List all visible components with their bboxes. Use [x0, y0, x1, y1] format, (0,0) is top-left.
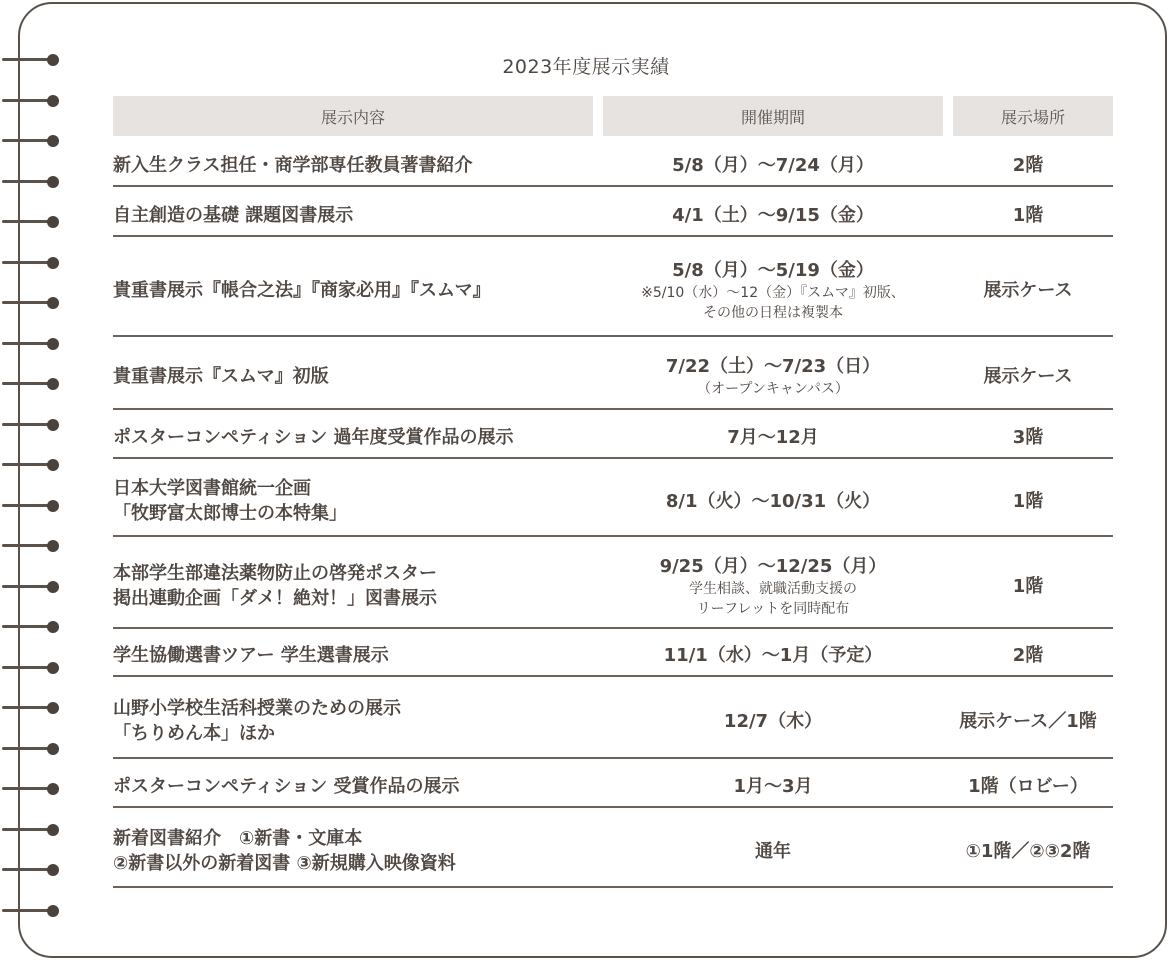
cell-period — [603, 195, 943, 235]
header-content: 展示内容 — [113, 96, 593, 136]
table-row — [113, 545, 1113, 627]
binding-ring — [2, 540, 60, 553]
cell-period — [603, 635, 943, 675]
cell-period — [603, 344, 943, 408]
table-row — [113, 344, 1113, 408]
period-text: 7月〜12月 — [727, 426, 819, 448]
place-text: 展示ケース — [983, 279, 1073, 301]
table-row — [113, 195, 1113, 235]
table-row — [113, 467, 1113, 535]
period-text: 1月〜3月 — [733, 775, 813, 797]
table-row — [113, 145, 1113, 185]
period-text: 5/8（月）〜7/24（月） — [672, 154, 874, 176]
place-text: 2階 — [1012, 644, 1044, 666]
period-text: 12/7（木） — [723, 710, 823, 732]
cell-period — [603, 245, 943, 335]
period-text: 4/1（土）〜9/15（金） — [672, 204, 874, 226]
content-line: 新着図書紹介 ①新書・文庫本 — [113, 828, 363, 849]
place-text: 2階 — [1012, 154, 1044, 176]
row-divider — [113, 457, 1113, 459]
binding-ring — [2, 621, 60, 634]
table-row — [113, 766, 1113, 806]
row-divider — [113, 235, 1113, 237]
content-line: 貴重書展示『帳合之法』『商家必用』『スムマ』 — [113, 279, 491, 301]
period-note: 学生相談、就職活動支援の — [689, 580, 857, 597]
binding-ring — [2, 783, 60, 796]
cell-place — [943, 545, 1113, 627]
cell-period — [603, 685, 943, 757]
row-divider — [113, 675, 1113, 677]
binding-ring — [2, 743, 60, 756]
table-row — [113, 245, 1113, 335]
cell-place — [943, 816, 1113, 886]
content-line: ②新書以外の新着図書 ③新規購入映像資料 — [113, 853, 456, 874]
binding-ring — [2, 135, 60, 148]
cell-period — [603, 417, 943, 457]
content-line: 自主創造の基礎 課題図書展示 — [113, 204, 354, 226]
header-place: 展示場所 — [953, 96, 1113, 136]
cell-period — [603, 467, 943, 535]
content-line: 新入生クラス担任・商学部専任教員著書紹介 — [113, 154, 473, 176]
period-text: 7/22（土）〜7/23（日） — [665, 355, 881, 377]
row-divider — [113, 886, 1113, 888]
period-text: 5/8（月）〜5/19（金） — [672, 259, 874, 281]
header-period: 開催期間 — [603, 96, 943, 136]
cell-place — [943, 766, 1113, 806]
binding-ring — [2, 95, 60, 108]
table-row — [113, 417, 1113, 457]
period-text: 11/1（水）〜1月（予定） — [663, 644, 883, 666]
binding-ring — [2, 702, 60, 715]
content-line: 本部学生部違法薬物防止の啓発ポスター — [113, 563, 437, 584]
period-note: その他の日程は複製本 — [703, 304, 843, 321]
content-line: ポスターコンペティション 過年度受賞作品の展示 — [113, 426, 514, 448]
binding-ring — [2, 459, 60, 472]
binding-ring — [2, 338, 60, 351]
cell-place — [943, 195, 1113, 235]
cell-content — [113, 195, 603, 235]
period-text: 8/1（火）〜10/31（火） — [665, 490, 881, 512]
period-note: （オープンキャンパス） — [697, 380, 849, 397]
binding-ring — [2, 257, 60, 270]
binding-ring — [2, 176, 60, 189]
cell-content — [113, 766, 603, 806]
cell-place — [943, 145, 1113, 185]
cell-place — [943, 685, 1113, 757]
place-text: 1階 — [1012, 490, 1044, 512]
cell-content — [113, 417, 603, 457]
cell-place — [943, 344, 1113, 408]
place-text: 1階 — [1012, 575, 1044, 597]
cell-place — [943, 635, 1113, 675]
cell-content — [113, 467, 603, 535]
period-note: リーフレットを同時配布 — [696, 600, 850, 617]
cell-content — [113, 545, 603, 627]
table-row — [113, 685, 1113, 757]
binding-ring — [2, 581, 60, 594]
place-text: 1階 — [1012, 204, 1044, 226]
cell-place — [943, 417, 1113, 457]
binding-ring — [2, 662, 60, 675]
place-text: 3階 — [1012, 426, 1044, 448]
period-text: 通年 — [755, 840, 791, 862]
cell-content — [113, 344, 603, 408]
content-line: 山野小学校生活科授業のための展示 — [113, 698, 401, 719]
cell-content — [113, 245, 603, 335]
cell-content — [113, 816, 603, 886]
binding-ring — [2, 864, 60, 877]
place-text: 1階（ロビー） — [968, 775, 1088, 797]
content-line: ポスターコンペティション 受賞作品の展示 — [113, 775, 460, 797]
binding-ring — [2, 378, 60, 391]
cell-content — [113, 685, 603, 757]
cell-period — [603, 816, 943, 886]
binding-ring — [2, 905, 60, 918]
period-text: 9/25（月）〜12/25（月） — [659, 555, 887, 577]
row-divider — [113, 806, 1113, 808]
cell-period — [603, 545, 943, 627]
binding-ring — [2, 419, 60, 432]
cell-place — [943, 245, 1113, 335]
content-line: 学生協働選書ツアー 学生選書展示 — [113, 644, 389, 666]
page-title: 2023年度展示実績 — [502, 56, 670, 78]
binding-ring — [2, 297, 60, 310]
cell-period — [603, 766, 943, 806]
place-text: 展示ケース — [983, 365, 1073, 387]
row-divider — [113, 408, 1113, 410]
content-line: 「牧野富太郎博士の本特集」 — [113, 503, 347, 524]
content-line: 貴重書展示『スムマ』初版 — [113, 365, 329, 387]
cell-place — [943, 467, 1113, 535]
row-divider — [113, 335, 1113, 337]
period-note: ※5/10（水）〜12（金）『スムマ』初版、 — [641, 284, 905, 301]
binding-ring — [2, 824, 60, 837]
table-row — [113, 816, 1113, 886]
row-divider — [113, 757, 1113, 759]
binding-ring — [2, 216, 60, 229]
place-text: 展示ケース／1階 — [959, 710, 1097, 732]
cell-content — [113, 145, 603, 185]
row-divider — [113, 627, 1113, 629]
content-line: 「ちりめん本」ほか — [113, 723, 275, 744]
table-row — [113, 635, 1113, 675]
content-line: 日本大学図書館統一企画 — [113, 478, 311, 499]
content-line: 掲出連動企画「ダメ！絶対！」図書展示 — [113, 588, 437, 609]
row-divider — [113, 535, 1113, 537]
binding-ring — [2, 500, 60, 513]
cell-content — [113, 635, 603, 675]
cell-period — [603, 145, 943, 185]
row-divider — [113, 185, 1113, 187]
place-text: ①1階／②③2階 — [965, 840, 1091, 862]
